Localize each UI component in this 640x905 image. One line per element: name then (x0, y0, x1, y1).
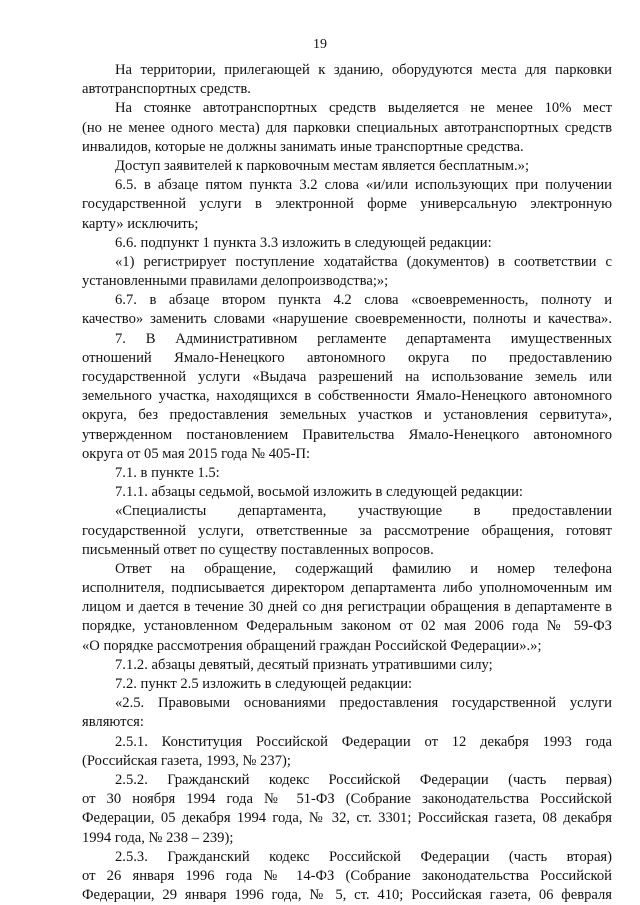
text-line: Ответ на обращение, содержащий фамилию и номер телефона (115, 560, 612, 577)
text-line: 7.1.1. абзацы седьмой, восьмой изложить в следующей редакции: (115, 484, 523, 501)
text-line: государственной услуги в электронной форме универсальную электронную (82, 196, 612, 213)
text-line: земельного участка, находящихся в собственности Ямало-Ненецкого автономного (82, 388, 612, 405)
text-line: 7. В Административном регламенте департамента имущественных (115, 330, 612, 347)
text-line: 7.1. в пункте 1.5: (115, 464, 220, 481)
text-line: 6.5. в абзаце пятом пункта 3.2 слова «и/или использующих при получении (115, 177, 612, 194)
text-line: установленными правилами делопроизводства;»; (82, 273, 389, 290)
text-line: исполнителя, подписывается директором департамента либо уполномоченным им (82, 580, 612, 597)
text-line: «Специалисты департамента, участвующие в предоставлении (115, 503, 612, 520)
text-line: государственной услуги «Выдача разрешений на использование земель или (82, 369, 612, 385)
text-line: округа, без предоставления земельных участков и установления сервитута», (82, 407, 612, 424)
text-line: 7.2. пункт 2.5 изложить в следующей редакции: (115, 676, 413, 692)
text-line: 1994 года, № 238 – 239); (82, 829, 234, 846)
text-line: отношений Ямало-Ненецкого автономного округа по предоставлению (82, 349, 612, 366)
text-line: от 30 ноября 1994 года № 51-ФЗ (Собрание законодательства Российской (82, 791, 612, 808)
text-line: письменный ответ по существу поставленных вопросов. (82, 541, 434, 558)
text-line: 7.1.2. абзацы девятый, десятый признать утратившими силу; (115, 656, 493, 673)
text-line: Федерации, 29 января 1996 года, № 5, ст. 410; Российская газета, 06 февраля (82, 887, 612, 904)
text-line: от 26 января 1996 года № 14-ФЗ (Собрание законодательства Российской (82, 867, 612, 884)
text-line: Федерации, 05 декабря 1994 года, № 32, ст. 3301; Российская газета, 08 декабря (82, 810, 612, 827)
text-line: (но не менее одного места) для парковки специальных автотранспортных средств (82, 119, 612, 136)
text-line: На стоянке автотранспортных средств выделяется не менее 10% мест (115, 100, 612, 117)
text-line: «1) регистрирует поступление ходатайства (документов) в соответствии с (115, 253, 612, 270)
text-line: 6.7. в абзаце втором пункта 4.2 слова «своевременность, полноту и (115, 292, 612, 309)
text-line: инвалидов, которые не должны занимать иные транспортные средства. (82, 138, 524, 155)
text-line: карту» исключить; (82, 215, 199, 232)
text-line: На территории, прилегающей к зданию, оборудуются места для парковки (115, 62, 612, 78)
text-line: 6.6. подпункт 1 пункта 3.3 изложить в следующей редакции: (115, 234, 492, 251)
text-line: 2.5.1. Конституция Российской Федерации от 12 декабря 1993 года (115, 733, 612, 750)
text-line: округа от 05 мая 2015 года № 405-П: (82, 445, 311, 462)
text-line: являются: (82, 714, 144, 731)
text-line: «2.5. Правовыми основаниями предоставления государственной услуги (115, 695, 612, 712)
text-line: Доступ заявителей к парковочным местам является бесплатным.»; (115, 157, 529, 174)
text-line: автотранспортных средств. (82, 81, 251, 98)
text-line: 2.5.2. Гражданский кодекс Российской Федерации (часть первая) (115, 771, 612, 788)
text-line: порядке, установленном Федеральным законом от 02 мая 2006 года № 59-ФЗ (82, 618, 612, 635)
text-line: (Российская газета, 1993, № 237); (82, 752, 291, 769)
text-line: лицом и дается в течение 30 дней со дня регистрации обращения в департаменте в (82, 599, 612, 616)
text-line: утвержденном постановлением Правительства Ямало-Ненецкого автономного (82, 426, 612, 443)
text-line: государственной услуги, ответственные за рассмотрение обращения, готовят (82, 522, 612, 539)
text-line: качество» заменить словами «нарушение своевременности, полноты и качества». (82, 311, 612, 328)
page-number: 19 (313, 37, 327, 52)
text-line: «О порядке рассмотрения обращений граждан Российской Федерации».»; (82, 637, 542, 654)
document-body (82, 61, 612, 905)
text-line: 2.5.3. Гражданский кодекс Российской Федерации (часть вторая) (115, 848, 612, 865)
